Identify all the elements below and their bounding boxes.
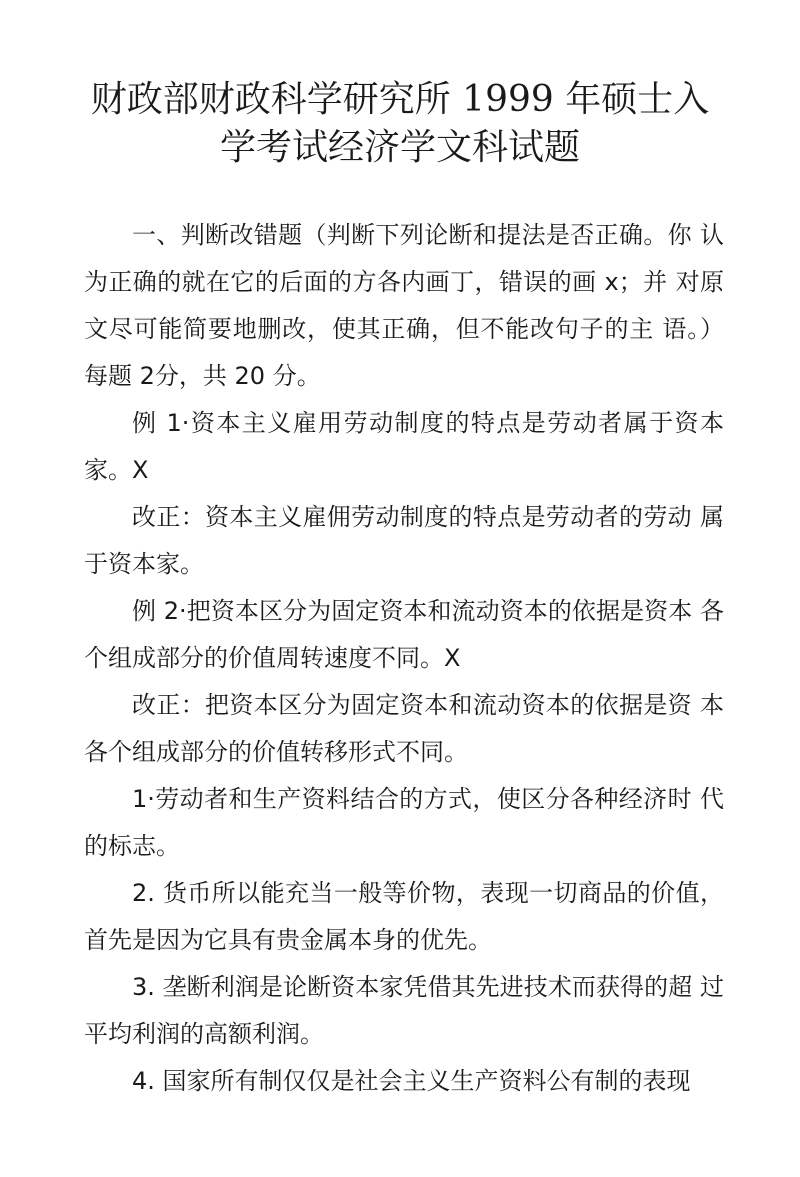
example-1-correction: 改正：资本主义雇佣劳动制度的特点是劳动者的劳动 属于资本家。 [84,503,724,578]
title-line-2: 学考试经济学文科试题 [219,127,580,168]
document-body [84,212,724,1105]
question-3: 3. 垄断利润是论断资本家凭借其先进技术而获得的超 过平均利润的高额利润。 [84,973,724,1048]
example-2-correction: 改正：把资本区分为固定资本和流动资本的依据是资 本各个组成部分的价值转移形式不同。 [84,691,724,766]
question-4: 4. 国家所有制仅仅是社会主义生产资料公有制的表现 [132,1067,691,1095]
title-line-1: 财政部财政科学研究所 1999 年硕士入 [90,79,710,120]
question-2: 2. 货币所以能充当一般等价物，表现一切商品的价值，首先是因为它具有贵金属本身的优先。 [84,879,724,954]
question-1: 1·劳动者和生产资料结合的方式，使区分各种经济时 代的标志。 [84,785,724,860]
example-1: 例 1·资本主义雇用劳动制度的特点是劳动者属于资本家。X [84,409,724,484]
example-2: 例 2·把资本区分为固定资本和流动资本的依据是资本 各个组成部分的价值周转速度不同。X [84,597,724,672]
document-title [90,76,710,172]
instruction-paragraph: 一、判断改错题（判断下列论断和提法是否正确。你 认为正确的就在它的后面的方各内画丁，错误的画 x；并 对原文尽可能简要地删改，使其正确，但不能改句子的主 语。）每题 2分，共 20 分。 [84,221,724,390]
